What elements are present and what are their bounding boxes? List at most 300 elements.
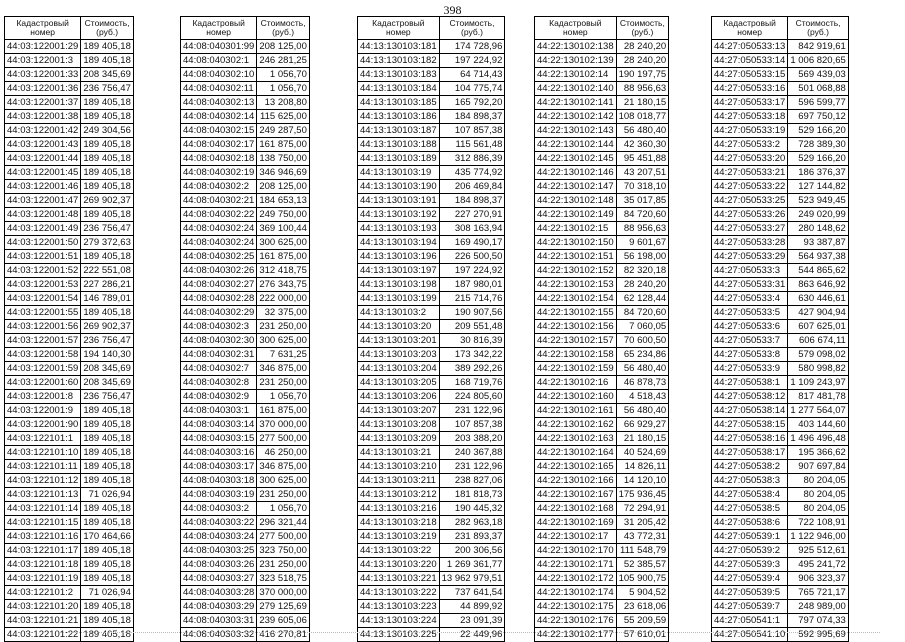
cost-cell: 43 207,51 — [616, 166, 669, 180]
cost-cell: 62 128,44 — [616, 292, 669, 306]
cadastral-number-cell: 44:22:130102:163 — [535, 432, 617, 446]
table-row — [5, 600, 134, 614]
cadastral-number-cell: 44:13:130103:225 — [358, 628, 440, 642]
cost-cell: 389 292,26 — [439, 362, 505, 376]
cadastral-number-cell: 44:27:050538:1 — [712, 376, 788, 390]
table-row — [358, 54, 505, 68]
cadastral-number-cell: 44:13:130103:224 — [358, 614, 440, 628]
cost-cell: 184 898,37 — [439, 194, 505, 208]
header-cost: Стоимость, (руб.) — [788, 17, 848, 40]
table-row — [712, 250, 849, 264]
cost-cell: 57 610,01 — [616, 628, 669, 642]
cost-cell: 523 949,45 — [788, 194, 848, 208]
table-row — [712, 460, 849, 474]
cost-cell: 1 277 564,07 — [788, 404, 848, 418]
cadastral-table-5 — [711, 16, 849, 642]
cadastral-number-cell: 44:22:130102:141 — [535, 96, 617, 110]
table-row — [358, 124, 505, 138]
cadastral-number-cell: 44:22:130102:140 — [535, 82, 617, 96]
cadastral-number-cell: 44:08:040302:3 — [181, 320, 257, 334]
cadastral-number-cell: 44:08:040303:22 — [181, 516, 257, 530]
cost-cell: 236 756,47 — [81, 390, 134, 404]
cadastral-number-cell: 44:27:050541:10 — [712, 628, 788, 642]
table-row — [358, 264, 505, 278]
cost-cell: 189 405,18 — [81, 96, 134, 110]
table-row — [5, 586, 134, 600]
table-row — [712, 264, 849, 278]
cadastral-number-cell: 44:22:130102:172 — [535, 572, 617, 586]
cost-cell: 111 548,79 — [616, 544, 669, 558]
table-row — [181, 278, 310, 292]
table-row — [712, 404, 849, 418]
cost-cell: 249 304,56 — [81, 124, 134, 138]
cost-cell: 863 646,92 — [788, 278, 848, 292]
cadastral-number-cell: 44:08:040302:30 — [181, 334, 257, 348]
table-row — [358, 348, 505, 362]
cost-cell: 80 204,05 — [788, 474, 848, 488]
cost-cell: 435 774,92 — [439, 166, 505, 180]
cost-cell: 222 551,08 — [81, 264, 134, 278]
table-row — [5, 376, 134, 390]
table-row — [535, 96, 669, 110]
cost-cell: 56 198,00 — [616, 250, 669, 264]
cost-cell: 346 875,00 — [257, 460, 310, 474]
table-row — [5, 404, 134, 418]
cadastral-number-cell: 44:27:050533:15 — [712, 68, 788, 82]
cadastral-number-cell: 44:08:040302:2 — [181, 180, 257, 194]
table-row — [181, 264, 310, 278]
cost-cell: 88 956,63 — [616, 222, 669, 236]
cost-cell: 82 320,18 — [616, 264, 669, 278]
table-row — [535, 474, 669, 488]
table-row — [535, 558, 669, 572]
header-cost: Стоимость, (руб.) — [81, 17, 134, 40]
table-row — [5, 544, 134, 558]
cost-cell: 93 387,87 — [788, 236, 848, 250]
cadastral-number-cell: 44:03:122101:21 — [5, 614, 81, 628]
cost-cell: 72 294,91 — [616, 502, 669, 516]
table-row — [5, 40, 134, 54]
header-cost: Стоимость, (руб.) — [439, 17, 505, 40]
table-row — [535, 334, 669, 348]
table-row — [5, 390, 134, 404]
table-row — [5, 124, 134, 138]
table-row — [5, 278, 134, 292]
cost-cell: 249 287,50 — [257, 124, 310, 138]
cadastral-number-cell: 44:08:040302:7 — [181, 362, 257, 376]
table-row — [358, 572, 505, 586]
cadastral-number-cell: 44:08:040302:19 — [181, 166, 257, 180]
cadastral-number-cell: 44:08:040302:14 — [181, 110, 257, 124]
cadastral-number-cell: 44:08:040302:17 — [181, 138, 257, 152]
cadastral-number-cell: 44:03:122001:58 — [5, 348, 81, 362]
cost-cell: 1 056,70 — [257, 502, 310, 516]
cadastral-number-cell: 44:08:040302:25 — [181, 250, 257, 264]
cadastral-number-cell: 44:13:130103:181 — [358, 40, 440, 54]
cadastral-number-cell: 44:22:130102:155 — [535, 306, 617, 320]
cadastral-number-cell: 44:22:130102:17 — [535, 530, 617, 544]
header-cost: Стоимость, (руб.) — [616, 17, 669, 40]
table-row — [712, 418, 849, 432]
cadastral-number-cell: 44:03:122101:22 — [5, 628, 81, 642]
cadastral-number-cell: 44:27:050533:26 — [712, 208, 788, 222]
cost-cell: 596 599,77 — [788, 96, 848, 110]
header-cadastral-number: Кадастровый номер — [535, 17, 617, 40]
cadastral-number-cell: 44:27:050533:6 — [712, 320, 788, 334]
cost-cell: 184 653,13 — [257, 194, 310, 208]
cost-cell: 427 904,94 — [788, 306, 848, 320]
cost-cell: 56 480,40 — [616, 124, 669, 138]
cadastral-number-cell: 44:03:122001:56 — [5, 320, 81, 334]
cost-cell: 5 904,52 — [616, 586, 669, 600]
header-cadastral-number: Кадастровый номер — [358, 17, 440, 40]
cadastral-number-cell: 44:03:122001:90 — [5, 418, 81, 432]
cost-cell: 189 405,18 — [81, 54, 134, 68]
table-row — [712, 124, 849, 138]
cadastral-number-cell: 44:22:130102:16 — [535, 376, 617, 390]
cadastral-number-cell: 44:03:122001:48 — [5, 208, 81, 222]
table-row — [535, 292, 669, 306]
cost-cell: 236 756,47 — [81, 334, 134, 348]
cost-cell: 115 625,00 — [257, 110, 310, 124]
cost-cell: 52 385,57 — [616, 558, 669, 572]
table-row — [358, 446, 505, 460]
cost-cell: 56 480,40 — [616, 362, 669, 376]
table-row — [535, 460, 669, 474]
cost-cell: 231 893,37 — [439, 530, 505, 544]
cost-cell: 630 446,61 — [788, 292, 848, 306]
cadastral-number-cell: 44:13:130103:204 — [358, 362, 440, 376]
table-row — [712, 432, 849, 446]
cadastral-number-cell: 44:27:050533:5 — [712, 306, 788, 320]
table-row — [5, 264, 134, 278]
cadastral-number-cell: 44:27:050533:9 — [712, 362, 788, 376]
cadastral-number-cell: 44:03:122101:14 — [5, 502, 81, 516]
cost-cell: 189 405,18 — [81, 418, 134, 432]
cadastral-number-cell: 44:08:040303:31 — [181, 614, 257, 628]
cadastral-number-cell: 44:22:130102:138 — [535, 40, 617, 54]
cadastral-number-cell: 44:27:050539:2 — [712, 544, 788, 558]
cadastral-number-cell: 44:13:130103:219 — [358, 530, 440, 544]
cost-cell: 189 405,18 — [81, 404, 134, 418]
cost-cell: 279 372,63 — [81, 236, 134, 250]
table-row — [712, 516, 849, 530]
table-row — [358, 166, 505, 180]
table-row — [535, 82, 669, 96]
cost-cell: 907 697,84 — [788, 460, 848, 474]
cost-cell: 197 224,92 — [439, 264, 505, 278]
cost-cell: 323 518,75 — [257, 572, 310, 586]
header-cadastral-number: Кадастровый номер — [712, 17, 788, 40]
cadastral-number-cell: 44:27:050538:12 — [712, 390, 788, 404]
cadastral-number-cell: 44:03:122101:12 — [5, 474, 81, 488]
cadastral-number-cell: 44:13:130103:188 — [358, 138, 440, 152]
cost-cell: 84 720,60 — [616, 208, 669, 222]
cost-cell: 189 405,18 — [81, 460, 134, 474]
table-row — [5, 572, 134, 586]
cost-cell: 224 805,60 — [439, 390, 505, 404]
table-row — [181, 166, 310, 180]
cost-cell: 323 750,00 — [257, 544, 310, 558]
cost-cell: 184 898,37 — [439, 110, 505, 124]
table-row — [535, 572, 669, 586]
cadastral-number-cell: 44:13:130103:207 — [358, 404, 440, 418]
cadastral-number-cell: 44:08:040302:9 — [181, 390, 257, 404]
cadastral-number-cell: 44:03:122101:18 — [5, 558, 81, 572]
cadastral-number-cell: 44:13:130103:183 — [358, 68, 440, 82]
cadastral-number-cell: 44:22:130102:176 — [535, 614, 617, 628]
cost-cell: 579 098,02 — [788, 348, 848, 362]
table-row — [5, 334, 134, 348]
cadastral-number-cell: 44:22:130102:160 — [535, 390, 617, 404]
cost-cell: 28 240,20 — [616, 54, 669, 68]
cadastral-number-cell: 44:03:122001:51 — [5, 250, 81, 264]
cadastral-number-cell: 44:22:130102:144 — [535, 138, 617, 152]
table-row — [535, 124, 669, 138]
cadastral-number-cell: 44:22:130102:157 — [535, 334, 617, 348]
cost-cell: 170 464,66 — [81, 530, 134, 544]
cost-cell: 208 345,69 — [81, 68, 134, 82]
cost-cell: 1 109 243,97 — [788, 376, 848, 390]
cost-cell: 80 204,05 — [788, 502, 848, 516]
cadastral-number-cell: 44:08:040303:16 — [181, 446, 257, 460]
cadastral-number-cell: 44:27:050541:1 — [712, 614, 788, 628]
cadastral-number-cell: 44:22:130102:152 — [535, 264, 617, 278]
cadastral-number-cell: 44:03:122001:50 — [5, 236, 81, 250]
table-row — [535, 152, 669, 166]
table-row — [5, 614, 134, 628]
table-row — [358, 516, 505, 530]
cadastral-number-cell: 44:13:130103:211 — [358, 474, 440, 488]
table-row — [358, 404, 505, 418]
table-row — [5, 348, 134, 362]
cadastral-number-cell: 44:03:122101:13 — [5, 488, 81, 502]
table-row — [712, 488, 849, 502]
cadastral-number-cell: 44:13:130103:209 — [358, 432, 440, 446]
cost-cell: 238 827,06 — [439, 474, 505, 488]
cadastral-number-cell: 44:27:050533:18 — [712, 110, 788, 124]
table-row — [181, 208, 310, 222]
table-row — [712, 614, 849, 628]
cadastral-number-cell: 44:27:050538:4 — [712, 488, 788, 502]
cadastral-number-cell: 44:08:040302:29 — [181, 306, 257, 320]
cost-cell: 370 000,00 — [257, 418, 310, 432]
cadastral-number-cell: 44:22:130102:139 — [535, 54, 617, 68]
cost-cell: 66 929,27 — [616, 418, 669, 432]
cost-cell: 161 875,00 — [257, 404, 310, 418]
cadastral-number-cell: 44:27:050533:8 — [712, 348, 788, 362]
table-row — [535, 54, 669, 68]
table-row — [712, 348, 849, 362]
cadastral-number-cell: 44:08:040303:32 — [181, 628, 257, 642]
cadastral-number-cell: 44:13:130103:194 — [358, 236, 440, 250]
table-row — [358, 110, 505, 124]
table-row — [535, 180, 669, 194]
table-row — [535, 278, 669, 292]
table-row — [712, 628, 849, 642]
cost-cell: 165 792,20 — [439, 96, 505, 110]
cadastral-number-cell: 44:03:122001:38 — [5, 110, 81, 124]
table-row — [712, 292, 849, 306]
cadastral-number-cell: 44:08:040302:28 — [181, 292, 257, 306]
table-row — [535, 68, 669, 82]
cost-cell: 84 720,60 — [616, 306, 669, 320]
table-row — [5, 628, 134, 642]
cadastral-table-1 — [4, 16, 134, 642]
cost-cell: 208 345,69 — [81, 376, 134, 390]
table-row — [535, 432, 669, 446]
table-row — [5, 558, 134, 572]
cadastral-number-cell: 44:22:130102:168 — [535, 502, 617, 516]
cadastral-number-cell: 44:27:050533:28 — [712, 236, 788, 250]
cadastral-number-cell: 44:22:130102:143 — [535, 124, 617, 138]
cadastral-number-cell: 44:22:130102:158 — [535, 348, 617, 362]
table-row — [712, 208, 849, 222]
cost-cell: 168 719,76 — [439, 376, 505, 390]
cadastral-number-cell: 44:03:122001:36 — [5, 82, 81, 96]
cadastral-table-3 — [357, 16, 505, 642]
cost-cell: 13 208,80 — [257, 96, 310, 110]
cadastral-number-cell: 44:08:040303:18 — [181, 474, 257, 488]
table-row — [5, 54, 134, 68]
table-row — [5, 110, 134, 124]
cost-cell: 44 899,92 — [439, 600, 505, 614]
cadastral-number-cell: 44:27:050533:25 — [712, 194, 788, 208]
cadastral-number-cell: 44:22:130102:169 — [535, 516, 617, 530]
cost-cell: 277 500,00 — [257, 432, 310, 446]
cadastral-number-cell: 44:03:122001:33 — [5, 68, 81, 82]
table-row — [5, 306, 134, 320]
cost-cell: 737 641,54 — [439, 586, 505, 600]
cost-cell: 1 122 946,00 — [788, 530, 848, 544]
table-row — [712, 502, 849, 516]
cost-cell: 189 405,18 — [81, 446, 134, 460]
cost-cell: 227 286,21 — [81, 278, 134, 292]
cost-cell: 231 250,00 — [257, 320, 310, 334]
cadastral-number-cell: 44:22:130102:14 — [535, 68, 617, 82]
cadastral-number-cell: 44:08:040303:1 — [181, 404, 257, 418]
cost-cell: 906 323,37 — [788, 572, 848, 586]
table-row — [535, 446, 669, 460]
cadastral-number-cell: 44:22:130102:177 — [535, 628, 617, 642]
table-row — [358, 222, 505, 236]
table-row — [358, 362, 505, 376]
table-row — [5, 250, 134, 264]
cadastral-number-cell: 44:27:050539:4 — [712, 572, 788, 586]
cadastral-number-cell: 44:27:050539:5 — [712, 586, 788, 600]
cost-cell: 161 875,00 — [257, 138, 310, 152]
cost-cell: 194 140,30 — [81, 348, 134, 362]
cadastral-number-cell: 44:08:040302:31 — [181, 348, 257, 362]
cadastral-number-cell: 44:22:130102:154 — [535, 292, 617, 306]
cost-cell: 46 250,00 — [257, 446, 310, 460]
table-row — [358, 600, 505, 614]
cost-cell: 107 857,38 — [439, 124, 505, 138]
cost-cell: 115 561,48 — [439, 138, 505, 152]
cost-cell: 495 241,72 — [788, 558, 848, 572]
cadastral-number-cell: 44:03:122001:53 — [5, 278, 81, 292]
cadastral-number-cell: 44:22:130102:148 — [535, 194, 617, 208]
table-row — [181, 544, 310, 558]
cadastral-number-cell: 44:08:040302:24 — [181, 222, 257, 236]
cost-cell: 70 600,50 — [616, 334, 669, 348]
cost-cell: 32 375,00 — [257, 306, 310, 320]
cadastral-number-cell: 44:22:130102:145 — [535, 152, 617, 166]
table-row — [358, 250, 505, 264]
cost-cell: 189 405,18 — [81, 40, 134, 54]
cadastral-number-cell: 44:13:130103:186 — [358, 110, 440, 124]
page-footer-marks — [60, 632, 880, 634]
table-row — [181, 320, 310, 334]
cadastral-number-cell: 44:27:050533:7 — [712, 334, 788, 348]
cost-cell: 564 937,38 — [788, 250, 848, 264]
table-row — [181, 488, 310, 502]
cadastral-number-cell: 44:08:040302:24 — [181, 236, 257, 250]
table-row — [535, 348, 669, 362]
table-row — [5, 460, 134, 474]
table-row — [358, 418, 505, 432]
cost-cell: 189 405,18 — [81, 628, 134, 642]
table-row — [535, 614, 669, 628]
table-row — [358, 460, 505, 474]
cost-cell: 226 500,50 — [439, 250, 505, 264]
cost-cell: 174 728,96 — [439, 40, 505, 54]
cadastral-number-cell: 44:08:040302:11 — [181, 82, 257, 96]
cost-cell: 30 816,39 — [439, 334, 505, 348]
cost-cell: 697 750,12 — [788, 110, 848, 124]
table-row — [358, 320, 505, 334]
cost-cell: 842 919,61 — [788, 40, 848, 54]
cadastral-number-cell: 44:27:050533:17 — [712, 96, 788, 110]
cadastral-number-cell: 44:27:050538:17 — [712, 446, 788, 460]
table-row — [181, 516, 310, 530]
cadastral-number-cell: 44:08:040303:29 — [181, 600, 257, 614]
header-cadastral-number: Кадастровый номер — [5, 17, 81, 40]
cadastral-number-cell: 44:03:122101:19 — [5, 572, 81, 586]
table-row — [358, 236, 505, 250]
table-row — [181, 124, 310, 138]
cost-cell: 189 405,18 — [81, 614, 134, 628]
cost-cell: 189 405,18 — [81, 250, 134, 264]
cadastral-number-cell: 44:03:122001:47 — [5, 194, 81, 208]
cadastral-number-cell: 44:27:050533:20 — [712, 152, 788, 166]
table-row — [181, 404, 310, 418]
cost-cell: 300 625,00 — [257, 236, 310, 250]
cost-cell: 21 180,15 — [616, 432, 669, 446]
table-row — [5, 502, 134, 516]
cost-cell: 580 998,82 — [788, 362, 848, 376]
cost-cell: 35 017,85 — [616, 194, 669, 208]
table-row — [712, 558, 849, 572]
cadastral-number-cell: 44:22:130102:164 — [535, 446, 617, 460]
cost-cell: 1 056,70 — [257, 390, 310, 404]
cost-cell: 189 405,18 — [81, 572, 134, 586]
cadastral-number-cell: 44:08:040301:99 — [181, 40, 257, 54]
cadastral-number-cell: 44:22:130102:167 — [535, 488, 617, 502]
table-row — [358, 208, 505, 222]
table-row — [712, 40, 849, 54]
cadastral-number-cell: 44:03:122001:45 — [5, 166, 81, 180]
cadastral-number-cell: 44:13:130103:218 — [358, 516, 440, 530]
table-row — [358, 152, 505, 166]
table-row — [181, 460, 310, 474]
cost-cell: 312 886,39 — [439, 152, 505, 166]
cadastral-number-cell: 44:27:050533:2 — [712, 138, 788, 152]
table-row — [358, 82, 505, 96]
cadastral-number-cell: 44:13:130103:182 — [358, 54, 440, 68]
cost-cell: 279 125,69 — [257, 600, 310, 614]
cost-cell: 190 197,75 — [616, 68, 669, 82]
